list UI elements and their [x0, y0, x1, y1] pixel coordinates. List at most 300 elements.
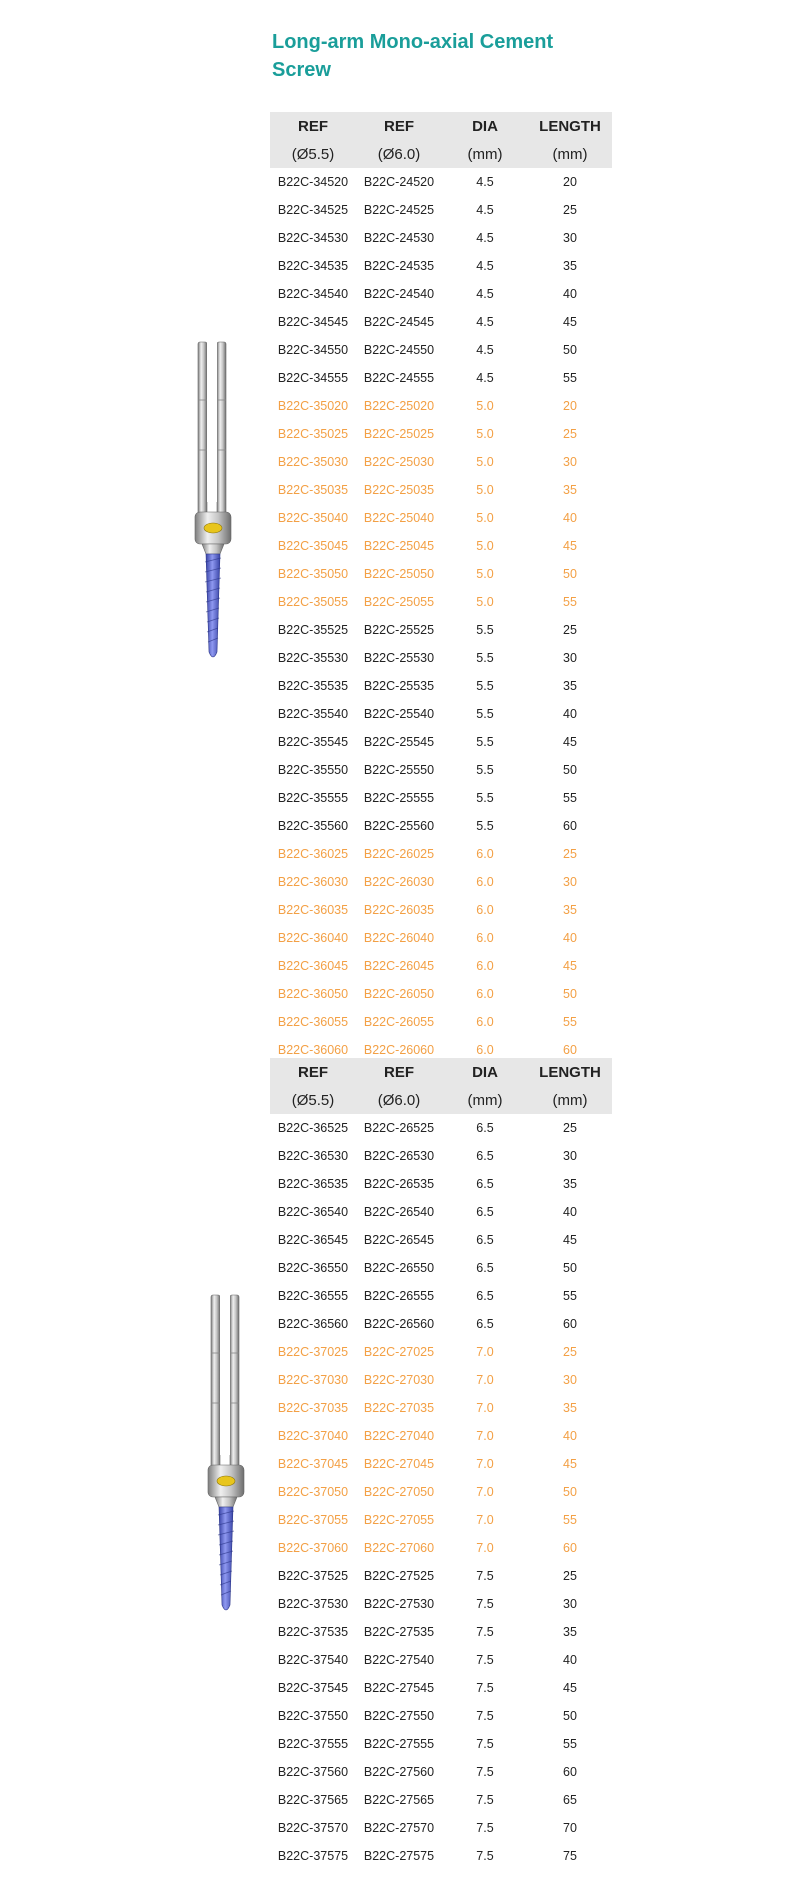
ref-60-cell: B22C-27025 — [363, 1345, 435, 1359]
dia-cell: 6.5 — [476, 1149, 494, 1163]
table-row — [270, 644, 612, 672]
ref-60-cell: B22C-24555 — [363, 371, 435, 385]
length-cell: 30 — [563, 1373, 577, 1387]
ref-60-cell: B22C-24520 — [363, 175, 435, 189]
length-cell: 50 — [563, 763, 577, 777]
ref-60-cell: B22C-27560 — [363, 1765, 435, 1779]
ref-55-cell: B22C-36030 — [277, 875, 349, 889]
length-cell: 50 — [563, 1261, 577, 1275]
table-row — [270, 308, 612, 336]
ref-55-cell: B22C-37025 — [277, 1345, 349, 1359]
length-cell: 30 — [563, 651, 577, 665]
dia-cell: 5.0 — [476, 483, 494, 497]
ref-60-cell: B22C-27530 — [363, 1597, 435, 1611]
length-cell: 30 — [563, 1149, 577, 1163]
dia-cell: 4.5 — [476, 343, 494, 357]
dia-cell: 6.0 — [476, 875, 494, 889]
ref-60-cell: B22C-26025 — [363, 847, 435, 861]
ref-60-cell: B22C-25530 — [363, 651, 435, 665]
table-row — [270, 1170, 612, 1198]
dia-cell: 7.5 — [476, 1737, 494, 1751]
table-row — [270, 1674, 612, 1702]
table-row — [270, 1008, 612, 1036]
dia-cell: 6.0 — [476, 903, 494, 917]
screw-illustration-1 — [190, 340, 236, 665]
ref-55-cell: B22C-37575 — [277, 1849, 349, 1863]
ref-60-cell: B22C-25540 — [363, 707, 435, 721]
length-cell: 40 — [563, 287, 577, 301]
ref-55-cell: B22C-36050 — [277, 987, 349, 1001]
ref-55-cell: B22C-34545 — [277, 315, 349, 329]
dia-cell: 5.5 — [476, 819, 494, 833]
dia-cell: 6.5 — [476, 1233, 494, 1247]
length-cell: 45 — [563, 539, 577, 553]
ref-55-cell: B22C-37040 — [277, 1429, 349, 1443]
ref-55-cell: B22C-37525 — [277, 1569, 349, 1583]
subheader-ref-60: (Ø6.0) — [377, 145, 421, 163]
table-body — [270, 1114, 612, 1870]
table-row — [270, 1842, 612, 1870]
ref-60-cell: B22C-24540 — [363, 287, 435, 301]
ref-55-cell: B22C-35050 — [277, 567, 349, 581]
table-row — [270, 924, 612, 952]
table-row — [270, 1646, 612, 1674]
dia-cell: 6.0 — [476, 931, 494, 945]
screw-illustration-2 — [203, 1293, 249, 1618]
dia-cell: 6.5 — [476, 1317, 494, 1331]
table-subheader-row — [270, 140, 612, 168]
length-cell: 40 — [563, 511, 577, 525]
length-cell: 45 — [563, 1681, 577, 1695]
ref-55-cell: B22C-36055 — [277, 1015, 349, 1029]
ref-55-cell: B22C-34555 — [277, 371, 349, 385]
ref-60-cell: B22C-24525 — [363, 203, 435, 217]
ref-55-cell: B22C-36545 — [277, 1233, 349, 1247]
ref-55-cell: B22C-37060 — [277, 1541, 349, 1555]
length-cell: 55 — [563, 1289, 577, 1303]
subheader-dia: (mm) — [467, 1091, 503, 1109]
ref-55-cell: B22C-35045 — [277, 539, 349, 553]
ref-55-cell: B22C-35030 — [277, 455, 349, 469]
spec-table-2 — [270, 1058, 612, 1870]
ref-55-cell: B22C-37555 — [277, 1737, 349, 1751]
dia-cell: 4.5 — [476, 371, 494, 385]
length-cell: 35 — [563, 259, 577, 273]
table-row — [270, 392, 612, 420]
dia-cell: 7.5 — [476, 1709, 494, 1723]
length-cell: 45 — [563, 1457, 577, 1471]
dia-cell: 6.5 — [476, 1177, 494, 1191]
length-cell: 45 — [563, 315, 577, 329]
ref-60-cell: B22C-27555 — [363, 1737, 435, 1751]
length-cell: 75 — [563, 1849, 577, 1863]
length-cell: 70 — [563, 1821, 577, 1835]
dia-cell: 6.0 — [476, 959, 494, 973]
ref-55-cell: B22C-36040 — [277, 931, 349, 945]
ref-60-cell: B22C-24530 — [363, 231, 435, 245]
ref-55-cell: B22C-36550 — [277, 1261, 349, 1275]
table-row — [270, 812, 612, 840]
length-cell: 30 — [563, 231, 577, 245]
dia-cell: 4.5 — [476, 315, 494, 329]
dia-cell: 6.5 — [476, 1121, 494, 1135]
length-cell: 65 — [563, 1793, 577, 1807]
table-row — [270, 1310, 612, 1338]
length-cell: 60 — [563, 1541, 577, 1555]
length-cell: 40 — [563, 1429, 577, 1443]
ref-55-cell: B22C-37535 — [277, 1625, 349, 1639]
dia-cell: 5.0 — [476, 511, 494, 525]
table-row — [270, 868, 612, 896]
length-cell: 40 — [563, 1653, 577, 1667]
ref-60-cell: B22C-25535 — [363, 679, 435, 693]
ref-60-cell: B22C-25525 — [363, 623, 435, 637]
table-row — [270, 560, 612, 588]
length-cell: 25 — [563, 623, 577, 637]
length-cell: 50 — [563, 343, 577, 357]
length-cell: 60 — [563, 819, 577, 833]
ref-55-cell: B22C-37540 — [277, 1653, 349, 1667]
ref-60-cell: B22C-27040 — [363, 1429, 435, 1443]
ref-55-cell: B22C-37530 — [277, 1597, 349, 1611]
dia-cell: 7.5 — [476, 1653, 494, 1667]
ref-60-cell: B22C-26540 — [363, 1205, 435, 1219]
table-row — [270, 1506, 612, 1534]
dia-cell: 5.5 — [476, 707, 494, 721]
ref-60-cell: B22C-27030 — [363, 1373, 435, 1387]
dia-cell: 7.0 — [476, 1401, 494, 1415]
table-row — [270, 224, 612, 252]
table-row — [270, 364, 612, 392]
ref-60-cell: B22C-27050 — [363, 1485, 435, 1499]
ref-60-cell: B22C-25550 — [363, 763, 435, 777]
length-cell: 50 — [563, 987, 577, 1001]
ref-60-cell: B22C-25055 — [363, 595, 435, 609]
dia-cell: 4.5 — [476, 203, 494, 217]
ref-60-cell: B22C-26045 — [363, 959, 435, 973]
ref-55-cell: B22C-35535 — [277, 679, 349, 693]
table-row — [270, 1590, 612, 1618]
ref-55-cell: B22C-36525 — [277, 1121, 349, 1135]
length-cell: 45 — [563, 735, 577, 749]
spec-table-1 — [270, 112, 612, 1064]
table-row — [270, 168, 612, 196]
table-row — [270, 952, 612, 980]
dia-cell: 7.5 — [476, 1625, 494, 1639]
table-row — [270, 1758, 612, 1786]
ref-60-cell: B22C-27550 — [363, 1709, 435, 1723]
table-row — [270, 1282, 612, 1310]
length-cell: 25 — [563, 427, 577, 441]
dia-cell: 7.0 — [476, 1429, 494, 1443]
dia-cell: 5.0 — [476, 595, 494, 609]
table-row — [270, 1254, 612, 1282]
length-cell: 55 — [563, 1513, 577, 1527]
ref-55-cell: B22C-34525 — [277, 203, 349, 217]
table-header-row — [270, 1058, 612, 1086]
ref-55-cell: B22C-37035 — [277, 1401, 349, 1415]
ref-60-cell: B22C-26555 — [363, 1289, 435, 1303]
ref-60-cell: B22C-25545 — [363, 735, 435, 749]
length-cell: 25 — [563, 1345, 577, 1359]
ref-60-cell: B22C-27570 — [363, 1821, 435, 1835]
length-cell: 35 — [563, 1401, 577, 1415]
ref-55-cell: B22C-34550 — [277, 343, 349, 357]
length-cell: 60 — [563, 1317, 577, 1331]
length-cell: 35 — [563, 903, 577, 917]
table-row — [270, 1702, 612, 1730]
table-row — [270, 1114, 612, 1142]
table-row — [270, 336, 612, 364]
ref-60-cell: B22C-26060 — [363, 1043, 435, 1057]
table-row — [270, 252, 612, 280]
length-cell: 20 — [563, 399, 577, 413]
dia-cell: 7.5 — [476, 1569, 494, 1583]
ref-55-cell: B22C-35020 — [277, 399, 349, 413]
table-row — [270, 1366, 612, 1394]
table-row — [270, 1450, 612, 1478]
table-row — [270, 896, 612, 924]
ref-60-cell: B22C-26560 — [363, 1317, 435, 1331]
subheader-ref-55: (Ø5.5) — [291, 145, 335, 163]
table-row — [270, 728, 612, 756]
ref-55-cell: B22C-37570 — [277, 1821, 349, 1835]
table-row — [270, 784, 612, 812]
table-row — [270, 672, 612, 700]
ref-55-cell: B22C-35550 — [277, 763, 349, 777]
table-row — [270, 532, 612, 560]
header-length: LENGTH — [539, 1063, 601, 1081]
table-row — [270, 1478, 612, 1506]
dia-cell: 7.5 — [476, 1597, 494, 1611]
header-length: LENGTH — [539, 117, 601, 135]
ref-60-cell: B22C-25050 — [363, 567, 435, 581]
ref-60-cell: B22C-24535 — [363, 259, 435, 273]
length-cell: 55 — [563, 595, 577, 609]
dia-cell: 7.0 — [476, 1541, 494, 1555]
ref-60-cell: B22C-25030 — [363, 455, 435, 469]
length-cell: 40 — [563, 931, 577, 945]
header-dia: DIA — [472, 1063, 498, 1081]
table-row — [270, 1562, 612, 1590]
table-row — [270, 196, 612, 224]
table-row — [270, 476, 612, 504]
table-row — [270, 1142, 612, 1170]
ref-60-cell: B22C-26050 — [363, 987, 435, 1001]
ref-55-cell: B22C-35025 — [277, 427, 349, 441]
table-row — [270, 280, 612, 308]
ref-60-cell: B22C-26550 — [363, 1261, 435, 1275]
ref-60-cell: B22C-25560 — [363, 819, 435, 833]
dia-cell: 7.0 — [476, 1373, 494, 1387]
length-cell: 25 — [563, 847, 577, 861]
table-row — [270, 700, 612, 728]
ref-60-cell: B22C-27525 — [363, 1569, 435, 1583]
table-row — [270, 1226, 612, 1254]
ref-60-cell: B22C-26035 — [363, 903, 435, 917]
length-cell: 30 — [563, 875, 577, 889]
dia-cell: 5.0 — [476, 567, 494, 581]
dia-cell: 4.5 — [476, 259, 494, 273]
table-row — [270, 420, 612, 448]
ref-55-cell: B22C-35525 — [277, 623, 349, 637]
table-body — [270, 168, 612, 1064]
table-row — [270, 756, 612, 784]
dia-cell: 5.5 — [476, 623, 494, 637]
dia-cell: 5.0 — [476, 427, 494, 441]
dia-cell: 4.5 — [476, 287, 494, 301]
ref-60-cell: B22C-25045 — [363, 539, 435, 553]
ref-55-cell: B22C-35055 — [277, 595, 349, 609]
length-cell: 40 — [563, 1205, 577, 1219]
length-cell: 50 — [563, 1485, 577, 1499]
table-row — [270, 980, 612, 1008]
dia-cell: 5.5 — [476, 763, 494, 777]
length-cell: 30 — [563, 455, 577, 469]
dia-cell: 7.5 — [476, 1793, 494, 1807]
ref-60-cell: B22C-26030 — [363, 875, 435, 889]
ref-60-cell: B22C-27045 — [363, 1457, 435, 1471]
dia-cell: 6.0 — [476, 847, 494, 861]
header-ref-60: REF — [384, 1063, 414, 1081]
ref-55-cell: B22C-35035 — [277, 483, 349, 497]
ref-60-cell: B22C-27540 — [363, 1653, 435, 1667]
ref-60-cell: B22C-25020 — [363, 399, 435, 413]
length-cell: 60 — [563, 1043, 577, 1057]
ref-60-cell: B22C-24545 — [363, 315, 435, 329]
ref-60-cell: B22C-27055 — [363, 1513, 435, 1527]
ref-55-cell: B22C-35040 — [277, 511, 349, 525]
dia-cell: 7.5 — [476, 1681, 494, 1695]
ref-60-cell: B22C-27535 — [363, 1625, 435, 1639]
table-row — [270, 504, 612, 532]
header-ref-55: REF — [298, 117, 328, 135]
dia-cell: 5.0 — [476, 455, 494, 469]
subheader-ref-60: (Ø6.0) — [377, 1091, 421, 1109]
table-row — [270, 448, 612, 476]
table-row — [270, 1618, 612, 1646]
dia-cell: 7.5 — [476, 1821, 494, 1835]
ref-55-cell: B22C-34520 — [277, 175, 349, 189]
ref-55-cell: B22C-36045 — [277, 959, 349, 973]
ref-60-cell: B22C-26535 — [363, 1177, 435, 1191]
dia-cell: 5.5 — [476, 679, 494, 693]
dia-cell: 7.0 — [476, 1485, 494, 1499]
dia-cell: 7.5 — [476, 1849, 494, 1863]
ref-60-cell: B22C-27575 — [363, 1849, 435, 1863]
ref-55-cell: B22C-37045 — [277, 1457, 349, 1471]
ref-60-cell: B22C-26545 — [363, 1233, 435, 1247]
ref-55-cell: B22C-36060 — [277, 1043, 349, 1057]
page-title: Long-arm Mono-axial Cement Screw — [272, 31, 554, 81]
ref-55-cell: B22C-36025 — [277, 847, 349, 861]
table-row — [270, 1394, 612, 1422]
dia-cell: 6.0 — [476, 1043, 494, 1057]
length-cell: 60 — [563, 1765, 577, 1779]
length-cell: 35 — [563, 679, 577, 693]
length-cell: 55 — [563, 791, 577, 805]
table-header-row — [270, 112, 612, 140]
dia-cell: 7.0 — [476, 1345, 494, 1359]
length-cell: 25 — [563, 203, 577, 217]
ref-55-cell: B22C-36035 — [277, 903, 349, 917]
length-cell: 35 — [563, 1177, 577, 1191]
dia-cell: 7.0 — [476, 1513, 494, 1527]
table-row — [270, 1198, 612, 1226]
table-row — [270, 616, 612, 644]
table-row — [270, 1730, 612, 1758]
table-row — [270, 588, 612, 616]
length-cell: 25 — [563, 1569, 577, 1583]
ref-55-cell: B22C-37550 — [277, 1709, 349, 1723]
ref-60-cell: B22C-25035 — [363, 483, 435, 497]
ref-55-cell: B22C-35555 — [277, 791, 349, 805]
ref-55-cell: B22C-34540 — [277, 287, 349, 301]
ref-60-cell: B22C-25555 — [363, 791, 435, 805]
ref-55-cell: B22C-36555 — [277, 1289, 349, 1303]
ref-55-cell: B22C-37565 — [277, 1793, 349, 1807]
subheader-dia: (mm) — [467, 145, 503, 163]
length-cell: 55 — [563, 371, 577, 385]
dia-cell: 5.5 — [476, 791, 494, 805]
ref-60-cell: B22C-27060 — [363, 1541, 435, 1555]
table-row — [270, 1422, 612, 1450]
ref-60-cell: B22C-26530 — [363, 1149, 435, 1163]
header-dia: DIA — [472, 117, 498, 135]
table-row — [270, 1534, 612, 1562]
ref-60-cell: B22C-26040 — [363, 931, 435, 945]
ref-60-cell: B22C-27545 — [363, 1681, 435, 1695]
table-row — [270, 1338, 612, 1366]
dia-cell: 6.0 — [476, 1015, 494, 1029]
ref-55-cell: B22C-34530 — [277, 231, 349, 245]
table-row — [270, 840, 612, 868]
dia-cell: 5.0 — [476, 539, 494, 553]
dia-cell: 6.5 — [476, 1261, 494, 1275]
subheader-length: (mm) — [552, 1091, 588, 1109]
ref-55-cell: B22C-35540 — [277, 707, 349, 721]
dia-cell: 7.0 — [476, 1457, 494, 1471]
length-cell: 50 — [563, 1709, 577, 1723]
dia-cell: 6.5 — [476, 1289, 494, 1303]
length-cell: 40 — [563, 707, 577, 721]
ref-60-cell: B22C-25040 — [363, 511, 435, 525]
dia-cell: 7.5 — [476, 1765, 494, 1779]
table-subheader-row — [270, 1086, 612, 1114]
length-cell: 35 — [563, 483, 577, 497]
header-ref-55: REF — [298, 1063, 328, 1081]
ref-55-cell: B22C-36540 — [277, 1205, 349, 1219]
ref-55-cell: B22C-36535 — [277, 1177, 349, 1191]
subheader-length: (mm) — [552, 145, 588, 163]
ref-55-cell: B22C-37055 — [277, 1513, 349, 1527]
ref-55-cell: B22C-37030 — [277, 1373, 349, 1387]
ref-55-cell: B22C-36530 — [277, 1149, 349, 1163]
length-cell: 45 — [563, 959, 577, 973]
ref-55-cell: B22C-34535 — [277, 259, 349, 273]
ref-55-cell: B22C-37050 — [277, 1485, 349, 1499]
table-row — [270, 1786, 612, 1814]
header-ref-60: REF — [384, 117, 414, 135]
ref-60-cell: B22C-27035 — [363, 1401, 435, 1415]
dia-cell: 5.5 — [476, 651, 494, 665]
length-cell: 35 — [563, 1625, 577, 1639]
dia-cell: 4.5 — [476, 175, 494, 189]
ref-55-cell: B22C-37545 — [277, 1681, 349, 1695]
length-cell: 55 — [563, 1737, 577, 1751]
length-cell: 55 — [563, 1015, 577, 1029]
ref-55-cell: B22C-35530 — [277, 651, 349, 665]
